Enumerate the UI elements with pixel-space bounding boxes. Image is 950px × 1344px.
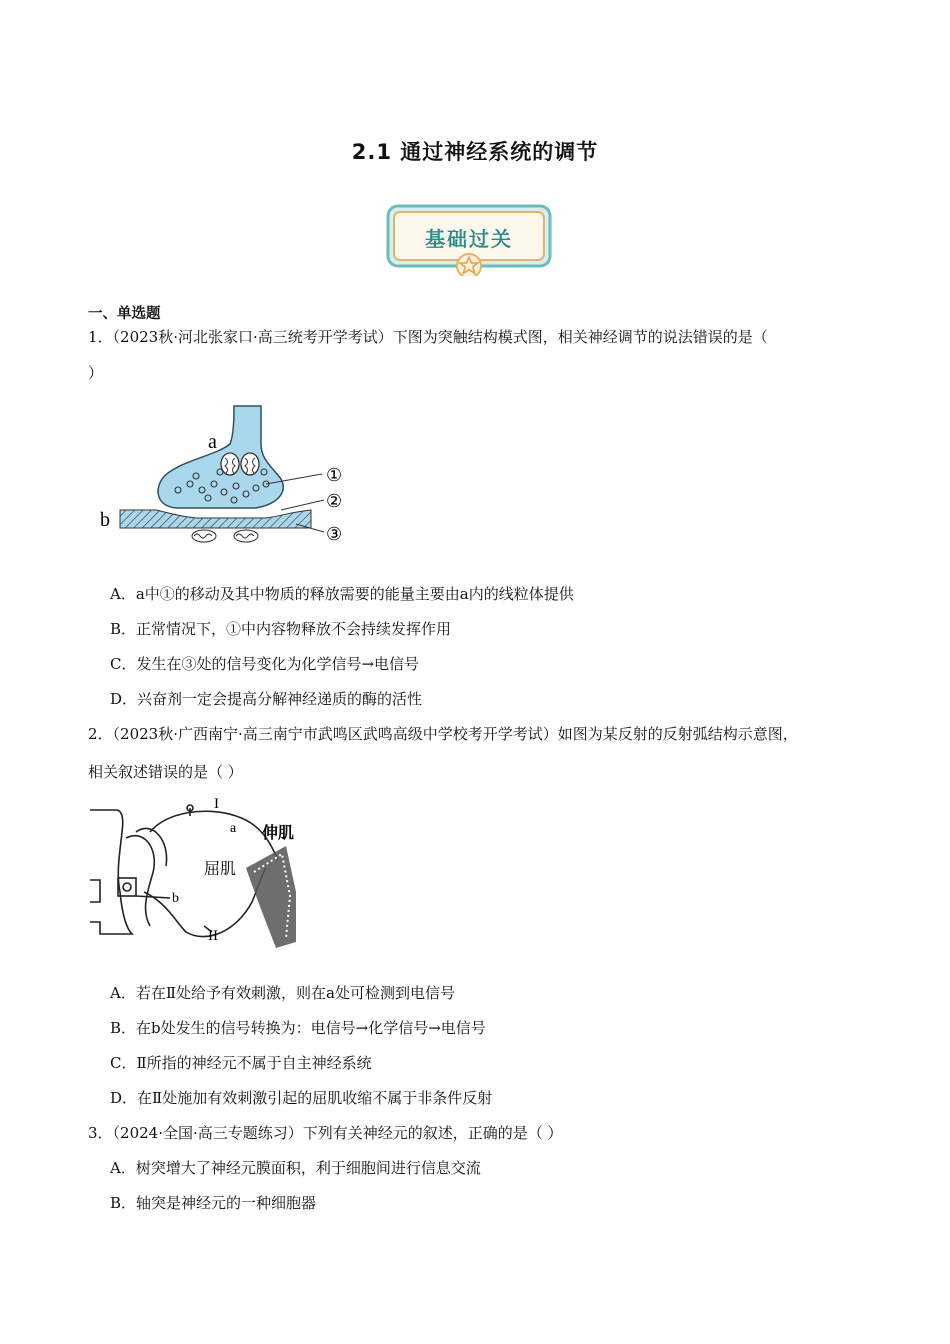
question-1-stem: 1．（2023秋·河北张家口·高三统考开学考试）下图为突触结构模式图，相关神经调节的说法错误的是（: [88, 328, 768, 346]
badge-text: 基础过关: [425, 227, 513, 251]
label-extensor: 伸肌: [262, 823, 295, 842]
q1-option-b: B．正常情况下，①中内容物释放不会持续发挥作用: [110, 620, 452, 638]
question-3-stem: 3．（2024·全国·高三专题练习）下列有关神经元的叙述，正确的是（ ）: [88, 1124, 563, 1142]
q3-option-b: B．轴突是神经元的一种细胞器: [110, 1194, 317, 1212]
reflex-arc-diagram: [86, 792, 300, 952]
section-badge: [386, 204, 552, 276]
label-2: ②: [326, 491, 343, 512]
label-I: I: [214, 796, 219, 812]
label-II: II: [208, 928, 218, 944]
q2-option-d: D．在Ⅱ处施加有效刺激引起的屈肌收缩不属于非条件反射: [110, 1089, 493, 1107]
label-3: ③: [326, 524, 343, 545]
q1-option-a: A．a中①的移动及其中物质的释放需要的能量主要由a内的线粒体提供: [110, 585, 574, 603]
page-title: 2.1 通过神经系统的调节: [351, 140, 599, 164]
label-1: ①: [326, 465, 343, 486]
label-b: b: [100, 509, 110, 531]
q1-option-c: C．发生在③处的信号变化为化学信号→电信号: [110, 655, 420, 673]
section-heading: 一、单选题: [88, 306, 161, 322]
synapse-diagram: [96, 404, 356, 554]
label-b: b: [172, 891, 179, 906]
label-a: a: [230, 821, 237, 836]
question-1-stem-end: ）: [88, 364, 104, 382]
q3-option-a: A．树突增大了神经元膜面积，利于细胞间进行信息交流: [110, 1159, 481, 1177]
q2-option-a: A．若在Ⅱ处给予有效刺激，则在a处可检测到电信号: [110, 984, 455, 1002]
label-a: a: [208, 431, 217, 453]
q1-option-d: D．兴奋剂一定会提高分解神经递质的酶的活性: [110, 690, 423, 708]
q2-option-c: C．Ⅱ所指的神经元不属于自主神经系统: [110, 1054, 372, 1072]
question-2-stem: 2．（2023秋·广西南宁·高三南宁市武鸣区武鸣高级中学校考开学考试）如图为某反射的反射弧结构示意图，: [88, 725, 798, 743]
q2-option-b: B．在b处发生的信号转换为：电信号→化学信号→电信号: [110, 1019, 486, 1037]
label-flexor: 屈肌: [204, 859, 237, 878]
question-2-stem-end: 相关叙述错误的是（ ）: [88, 763, 243, 781]
